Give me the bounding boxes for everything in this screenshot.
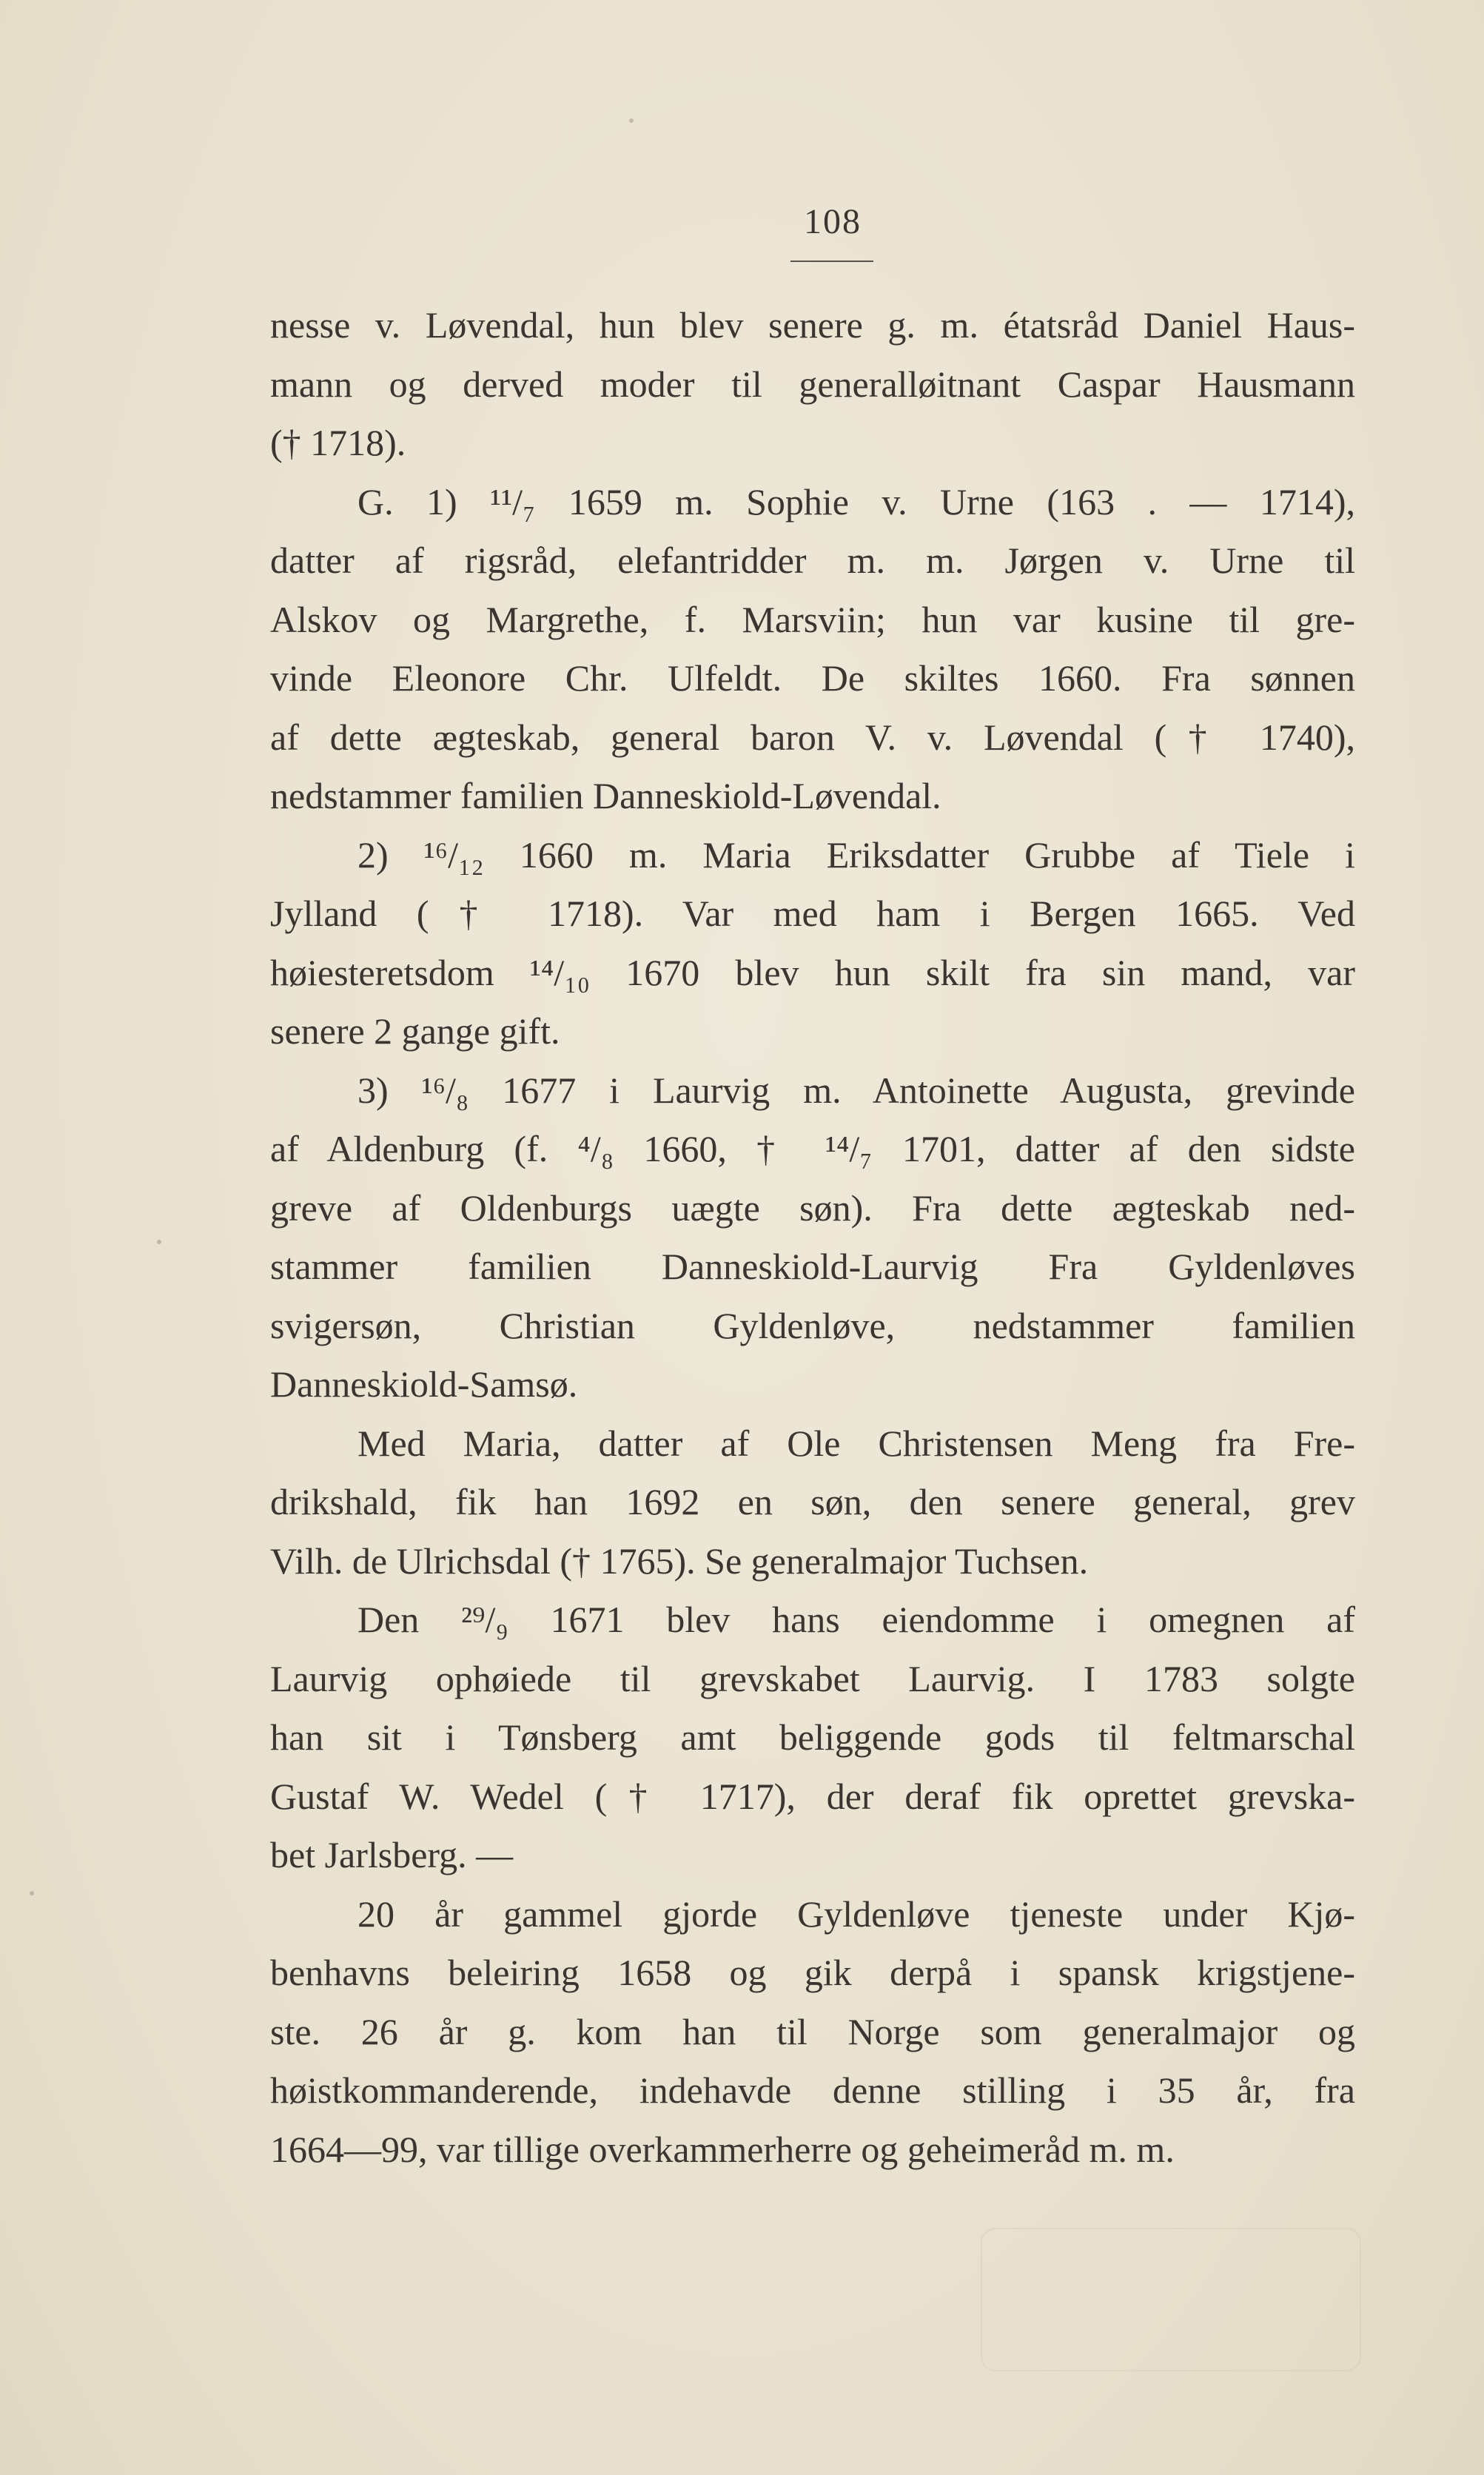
text-line: Gustaf W. Wedel († 1717), der deraf fik oprettet grevska- (270, 1775, 1355, 1817)
text-line: høistkommanderende, indehavde denne stilling i 35 år, fra (270, 2069, 1355, 2111)
text-line: af Aldenburg (f. ⁴/₈ 1660, † ¹⁴/₇ 1701, datter af den sidste (270, 1128, 1355, 1169)
body-text (270, 296, 1355, 2179)
paper-speck (629, 118, 634, 123)
text-line: nedstammer familien Danneskiold-Løvendal. (270, 775, 941, 816)
text-line: Danneskiold-Samsø. (270, 1363, 578, 1405)
text-line: vinde Eleonore Chr. Ulfeldt. De skiltes 1660. Fra sønnen (270, 657, 1355, 699)
text-line: benhavns beleiring 1658 og gik derpå i spansk krigstjene- (270, 1952, 1355, 1993)
text-line: Jylland († 1718). Var med ham i Bergen 1665. Ved (270, 893, 1355, 934)
text-line: Alskov og Margrethe, f. Marsviin; hun var kusine til gre- (270, 598, 1355, 640)
text-line: 2) ¹⁶/₁₂ 1660 m. Maria Eriksdatter Grubbe af Tiele i (357, 833, 1355, 876)
text-line: høiesteretsdom ¹⁴/₁₀ 1670 blev hun skilt fra sin mand, var (270, 951, 1355, 993)
text-line: 3) ¹⁶/₈ 1677 i Laurvig m. Antoinette Augusta, grevinde (357, 1069, 1355, 1111)
text-line: greve af Oldenburgs uægte søn). Fra dette ægteskab ned- (270, 1186, 1355, 1229)
text-line: drikshald, fik han 1692 en søn, den senere general, grev (270, 1481, 1355, 1522)
text-line: Vilh. de Ulrichsdal († 1765). Se generalmajor Tuchsen. (270, 1539, 1089, 1582)
text-line: stammer familien Danneskiold-Laurvig Fra Gyldenløves (270, 1246, 1355, 1287)
text-line: G. 1) ¹¹/₇ 1659 m. Sophie v. Urne (163 . — 1714), (357, 480, 1355, 523)
page-number: 108 (804, 202, 862, 241)
text-line: 1664—99, var tillige overkammerherre og geheimeråd m. m. (270, 2128, 1175, 2170)
text-line: han sit i Tønsberg amt beliggende gods til feltmarschal (270, 1716, 1355, 1758)
text-line: ste. 26 år g. kom han til Norge som generalmajor og (270, 2010, 1355, 2052)
paper-speck (157, 1240, 161, 1244)
text-line: Laurvig ophøiede til grevskabet Laurvig. I 1783 solgte (270, 1657, 1355, 1699)
text-line: bet Jarlsberg. — (270, 1834, 514, 1875)
text-line: Med Maria, datter af Ole Christensen Meng fra Fre- (357, 1422, 1355, 1464)
text-line: († 1718). (270, 422, 406, 463)
paper-speck (30, 1891, 34, 1895)
text-line: Den ²⁹/₉ 1671 blev hans eiendomme i omegnen af (357, 1599, 1355, 1640)
show-through-mark (981, 2228, 1361, 2371)
text-line: 20 år gammel gjorde Gyldenløve tjeneste under Kjø- (357, 1893, 1355, 1935)
text-line: senere 2 gange gift. (270, 1010, 560, 1052)
text-line: mann og derved moder til generalløitnant Caspar Hausmann (270, 363, 1355, 405)
text-line: svigersøn, Christian Gyldenløve, nedstammer familien (270, 1304, 1355, 1346)
text-line: datter af rigsråd, elefantridder m. m. Jørgen v. Urne til (270, 540, 1355, 581)
page-number-rule (790, 261, 873, 262)
text-line: af dette ægteskab, general baron V. v. Løvendal († 1740), (270, 716, 1355, 758)
text-line: nesse v. Løvendal, hun blev senere g. m. étatsråd Daniel Haus- (270, 304, 1355, 346)
